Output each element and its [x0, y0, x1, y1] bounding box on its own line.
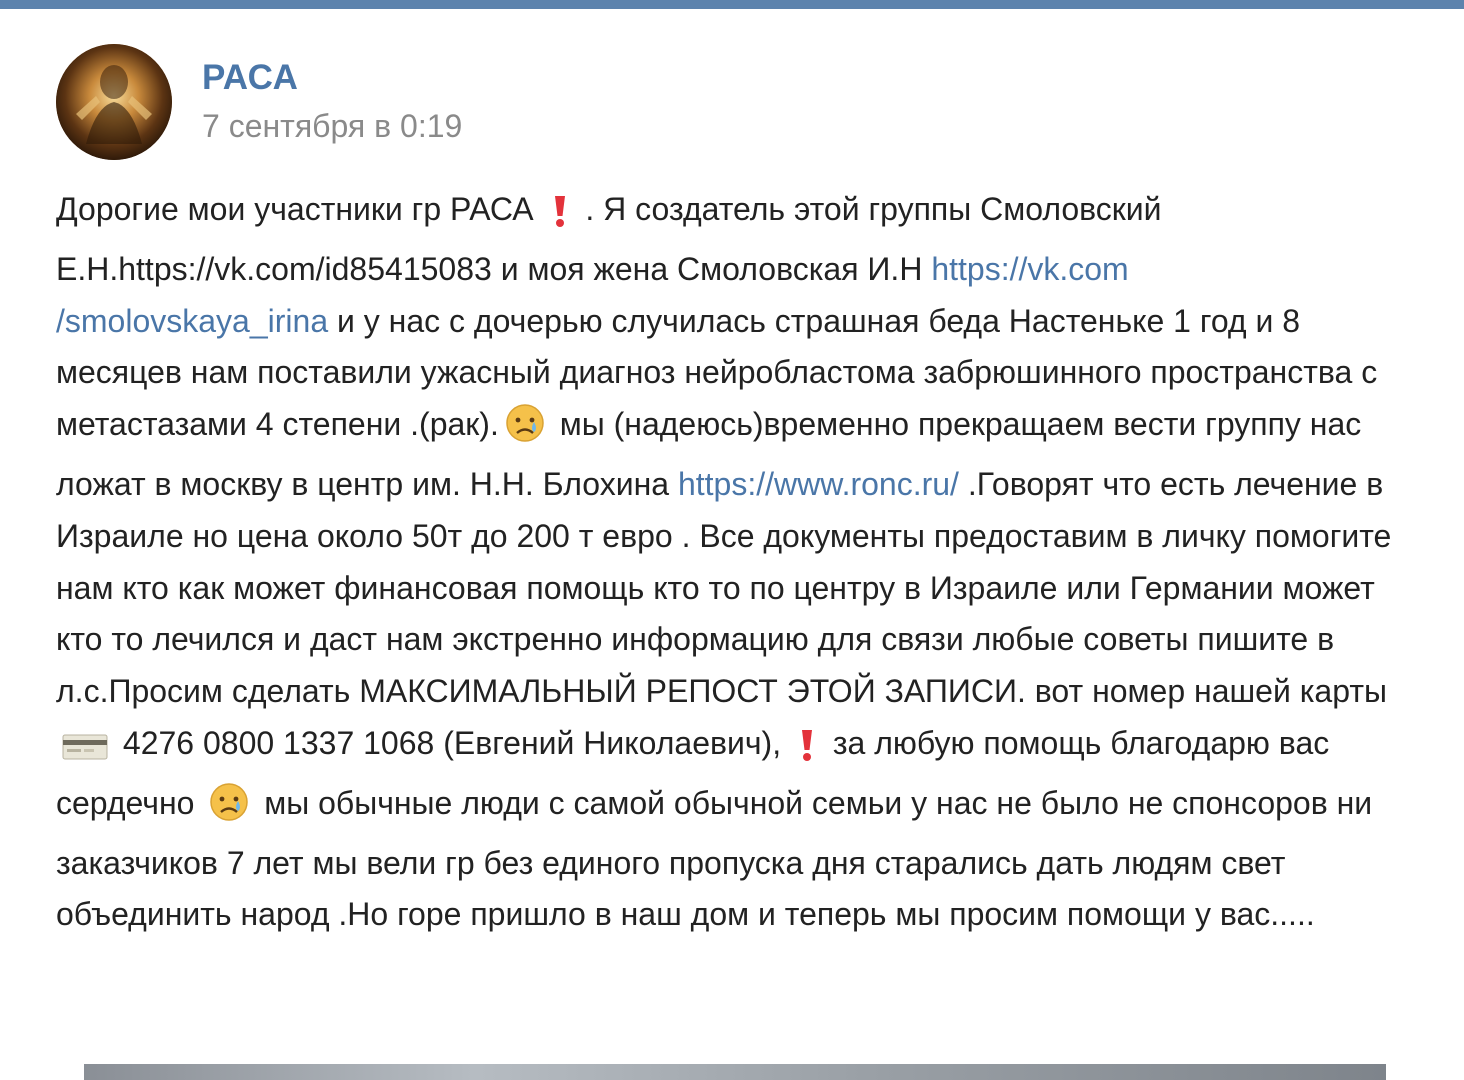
card-number: 4276 0800 1337 1068 (Евгений Николаевич), [122, 724, 782, 761]
credit-card-icon [62, 726, 108, 778]
post-text-segment: мы (надеюсь)временно прекращаем вести группу нас ложат в москву в центр им. Н.Н. Блохина [56, 406, 1362, 502]
author-name[interactable]: РАСА [202, 58, 299, 97]
post-text-segment: Дорогие мои участники гр РАСА [56, 191, 534, 227]
sad-face-emoji-icon [209, 782, 249, 838]
post-text-segment: и у нас с дочерью случилась страшная беда Настеньке 1 год и 8 месяцев нам поставили ужасный диагноз нейробластома забрюшинного пространства с метастазами 4 степени .(рак). [56, 302, 1378, 443]
post-date[interactable]: 7 сентября в 0:19 [202, 108, 463, 144]
post-text [56, 184, 1401, 941]
attached-image-preview[interactable] [84, 1064, 1386, 1080]
post-header [56, 44, 1356, 162]
website-link[interactable]: https://www.ronc.ru/ [677, 465, 959, 502]
exclamation-icon [549, 192, 571, 244]
post-text-segment: . Я создатель этой группы Смоловский Е.Н.https://vk.com/id85415083 и моя жена Смоловская И.Н [56, 191, 1162, 287]
post-text-segment: за любую помощь благодарю вас сердечно [56, 724, 1330, 821]
exclamation-icon [796, 726, 818, 778]
avatar-image [56, 44, 172, 160]
post-text-segment: мы обычные люди с самой обычной семьи у нас не было не спонсоров ни заказчиков 7 лет мы вели гр без единого пропуска дня старались дать людям свет объединить народ .Но горе пришло в наш дом и теперь мы просим помощи у вас..... [56, 784, 1373, 933]
top-bar [0, 0, 1464, 9]
profile-link[interactable]: https://vk.com /smolovskaya_irina [56, 250, 1129, 339]
sad-face-emoji-icon [505, 403, 545, 459]
post-text-segment: .Говорят что есть лечение в Израиле но цена около 50т до 200 т евро . Все документы предоставим в личку помогите нам кто как может финансовая помощь кто то по центру в Израиле или Германии может кто то лечился и даст нам экстренно информацию для связи любые советы пишите в л.с.Просим сделать МАКСИМАЛЬНЫЙ РЕПОСТ ЭТОЙ ЗАПИСИ. вот номер нашей карты [56, 465, 1392, 710]
avatar[interactable] [56, 44, 172, 160]
